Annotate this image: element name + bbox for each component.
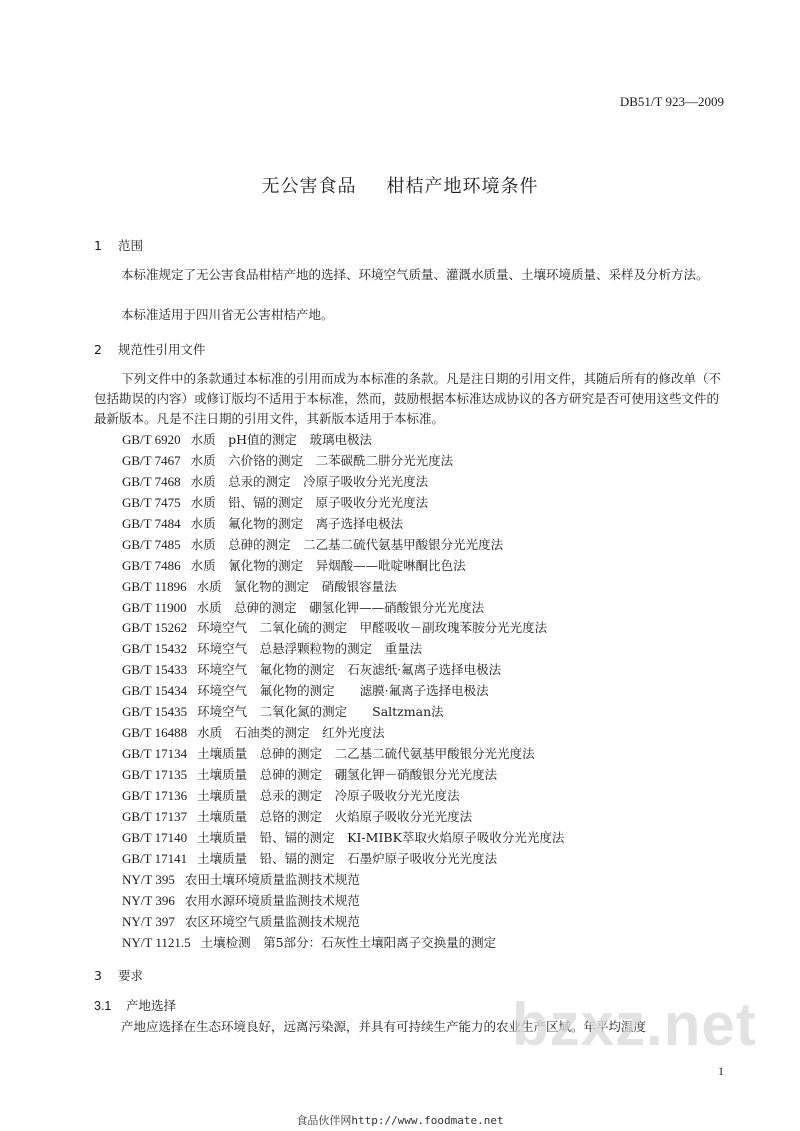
reference-code: GB/T 15432	[122, 641, 188, 657]
reference-item	[122, 849, 564, 870]
reference-code: GB/T 6920	[122, 432, 181, 447]
footer-source: 食品伙伴网http://www.foodmate.net	[296, 1114, 504, 1127]
reference-item	[122, 493, 564, 514]
reference-code: GB/T 7486	[122, 557, 181, 573]
reference-code: GB/T 16488	[122, 725, 188, 741]
section-2-paragraph-1: 下列文件中的条款通过本标准的引用而成为本标准的条款。凡是注日期的引用文件，其随后所有的修改单（不包括勘误的内容）或修订版均不适用于本标准，然而，鼓励根据本标准达成协议的各方研究是否可使用这些文件的最新版本。凡是不注日期的引用文件，其新版本适用于本标准。	[94, 371, 722, 426]
reference-item	[122, 577, 564, 598]
reference-code: GB/T 17141	[122, 850, 188, 866]
document-title	[0, 172, 800, 198]
reference-code: GB/T 15433	[122, 662, 188, 678]
reference-code: NY/T 396	[122, 892, 175, 908]
reference-item	[122, 556, 564, 577]
reference-title: 土壤质量 铅、镉的测定 石墨炉原子吸收分光光度法	[197, 850, 498, 866]
reference-title: 环境空气 氟化物的测定 滤膜·氟离子选择电极法	[197, 683, 489, 699]
reference-title: 农田土壤环境质量监测技术规范	[184, 871, 360, 887]
reference-code: GB/T 17137	[122, 808, 188, 824]
reference-item	[122, 535, 564, 556]
reference-title: 水质 氟化物的测定 离子选择电极法	[190, 515, 404, 531]
reference-code: GB/T 11900	[122, 599, 187, 615]
reference-title: 农用水源环境质量监测技术规范	[184, 892, 360, 908]
reference-code: GB/T 17134	[122, 746, 188, 762]
reference-code: GB/T 15434	[122, 683, 188, 699]
reference-title: 水质 铅、镉的测定 原子吸收分光光度法	[190, 494, 429, 510]
reference-code: GB/T 17136	[122, 787, 188, 803]
title-part-1: 无公害食品	[261, 176, 357, 197]
section-title: 范围	[118, 238, 144, 253]
reference-title: 水质 氰化物的测定 异烟酸——吡啶啉酮比色法	[190, 557, 466, 573]
section-number: 2	[94, 342, 102, 357]
reference-item	[122, 451, 564, 472]
reference-title: 环境空气 二氧化硫的测定 甲醛吸收－副玫瑰苯胺分光光度法	[197, 620, 548, 636]
reference-title: 土壤质量 总砷的测定 二乙基二硫代氨基甲酸银分光光度法	[197, 746, 535, 762]
reference-title: 水质 总砷的测定 二乙基二硫代氨基甲酸银分光光度法	[190, 536, 504, 552]
reference-code: GB/T 7467	[122, 452, 181, 468]
reference-item	[122, 891, 564, 912]
reference-item	[122, 618, 564, 639]
reference-item	[122, 807, 564, 828]
reference-code: GB/T 7484	[122, 515, 181, 531]
reference-item	[122, 702, 564, 723]
reference-title: 水质 pH值的测定 玻璃电极法	[190, 432, 373, 447]
reference-title: 水质 总砷的测定 硼氢化钾——硝酸银分光光度法	[196, 599, 485, 615]
reference-code: GB/T 7485	[122, 536, 181, 552]
reference-item	[122, 514, 564, 535]
reference-code: NY/T 1121.5	[122, 934, 191, 950]
reference-code: GB/T 17135	[122, 767, 188, 782]
reference-code: GB/T 15262	[122, 620, 188, 636]
reference-code: NY/T 395	[122, 871, 175, 887]
watermark: bzxz.net	[512, 991, 757, 1058]
reference-title: 农区环境空气质量监测技术规范	[184, 913, 360, 929]
reference-title: 环境空气 总悬浮颗粒物的测定 重量法	[197, 641, 423, 657]
page-number: 1	[718, 1064, 724, 1078]
reference-code: GB/T 7475	[122, 494, 181, 510]
reference-code: GB/T 15435	[122, 704, 188, 720]
reference-item	[122, 639, 564, 660]
reference-title: 水质 六价铬的测定 二苯碳酰二肼分光光度法	[190, 452, 454, 468]
section-1-heading	[94, 236, 143, 254]
reference-item	[122, 786, 564, 807]
reference-item	[122, 430, 564, 451]
section-3-heading	[94, 966, 143, 984]
reference-code: GB/T 11896	[122, 578, 187, 594]
reference-title: 土壤质量 铅、镉的测定 KI-MIBK萃取火焰原子吸收分光光度法	[197, 829, 565, 845]
reference-code: NY/T 397	[122, 913, 175, 929]
reference-item	[122, 765, 564, 786]
reference-title: 水质 氯化物的测定 硝酸银容量法	[196, 578, 397, 594]
reference-code: GB/T 17140	[122, 829, 188, 845]
section-title: 规范性引用文件	[118, 342, 206, 357]
section-number: 1	[94, 238, 102, 253]
reference-title: 环境空气 氟化物的测定 石灰滤纸·氟离子选择电极法	[197, 662, 502, 678]
reference-item	[122, 598, 564, 619]
subsection-number: 3.1	[94, 999, 112, 1013]
section-3-1-paragraph-1: 产地应选择在生态环境良好，远离污染源，并具有可持续生产能力的农业生产区域。年平均温度	[121, 1019, 647, 1034]
section-1-paragraph-1: 本标准规定了无公害食品柑桔产地的选择、环境空气质量、灌溉水质量、土壤环境质量、采样及分析方法。	[121, 267, 709, 282]
reference-title: 土壤质量 总铬的测定 火焰原子吸收分光光度法	[197, 808, 473, 824]
subsection-title: 产地选择	[126, 998, 177, 1013]
reference-item	[122, 723, 564, 744]
reference-item	[122, 828, 564, 849]
section-1-paragraph-2: 本标准适用于四川省无公害柑桔产地。	[121, 307, 334, 322]
reference-code: GB/T 7468	[122, 473, 181, 489]
reference-title: 土壤质量 总砷的测定 硼氢化钾－硝酸银分光光度法	[197, 767, 498, 782]
reference-item	[122, 681, 564, 702]
reference-item	[122, 744, 564, 765]
reference-item	[122, 660, 564, 681]
reference-item	[122, 912, 564, 933]
reference-list	[122, 430, 564, 953]
section-3-1-heading	[94, 996, 176, 1014]
reference-item	[122, 933, 564, 954]
reference-title: 土壤质量 总汞的测定 冷原子吸收分光光度法	[197, 787, 460, 803]
reference-item	[122, 472, 564, 493]
reference-item	[122, 870, 564, 891]
reference-title: 水质 石油类的测定 红外光度法	[197, 725, 385, 741]
standard-code: DB51/T 923—2009	[619, 94, 724, 109]
section-number: 3	[94, 968, 102, 983]
title-part-2: 柑桔产地环境条件	[386, 176, 539, 197]
reference-title: 土壤检测 第5部分：石灰性土壤阳离子交换量的测定	[200, 934, 497, 950]
section-title: 要求	[118, 968, 144, 983]
reference-title: 水质 总汞的测定 冷原子吸收分光光度法	[190, 473, 429, 489]
reference-title: 环境空气 二氧化氮的测定 Saltzman法	[197, 704, 444, 720]
section-2-heading	[94, 340, 206, 358]
